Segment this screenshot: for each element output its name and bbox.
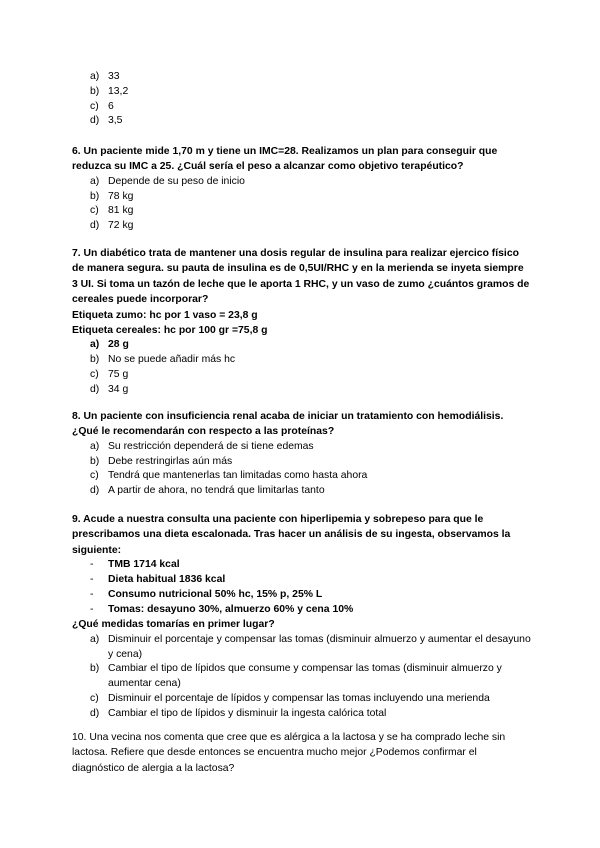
option-item bbox=[72, 707, 532, 722]
option-item bbox=[72, 190, 532, 205]
dash-marker: - bbox=[90, 588, 94, 600]
option-letter: a) bbox=[90, 175, 100, 187]
option-text: Disminuir el porcentaje de lípidos y compensar las tomas incluyendo una merienda bbox=[108, 693, 490, 704]
question-5-block bbox=[72, 70, 532, 129]
option-item bbox=[72, 469, 532, 484]
list-item-text: Tomas: desayuno 30%, almuerzo 60% y cena 10% bbox=[108, 603, 354, 615]
question-10-text: 10. Una vecina nos comenta que cree que es alérgica a la lactosa y se ha comprado leche sin lactosa. Refiere que desde entonces se encuentra mucho mejor ¿Podemos confirmar el diagnóstico de alergia a la lactosa? bbox=[72, 732, 506, 774]
option-item bbox=[72, 70, 532, 85]
option-letter: b) bbox=[90, 663, 100, 675]
option-item bbox=[72, 692, 532, 707]
option-text: Su restricción dependerá de si tiene edemas bbox=[108, 440, 314, 452]
question-8-title: 8. Un paciente con insuficiencia renal acaba de iniciar un tratamiento con hemodiálisis. ¿Qué le recomendarán con respecto a las proteínas? bbox=[72, 411, 504, 438]
option-letter: c) bbox=[90, 205, 99, 217]
option-text: Disminuir el porcentaje y compensar las tomas (disminuir almuerzo y aumentar el desayuno y cena) bbox=[108, 633, 531, 660]
question-8-options bbox=[72, 440, 532, 499]
option-item bbox=[72, 175, 532, 190]
question-9-subquestion: ¿Qué medidas tomarías en primer lugar? bbox=[72, 619, 275, 631]
option-letter: a) bbox=[90, 71, 100, 82]
option-text: Cambiar el tipo de lípidos y disminuir la ingesta calórica total bbox=[108, 707, 387, 719]
list-item-text: TMB 1714 kcal bbox=[108, 559, 180, 571]
option-text: 75 g bbox=[108, 369, 129, 381]
question-10-block bbox=[72, 730, 532, 776]
question-9-block bbox=[72, 512, 532, 722]
option-item bbox=[72, 85, 532, 100]
option-letter: d) bbox=[90, 220, 100, 232]
option-item bbox=[72, 204, 532, 219]
option-item bbox=[72, 100, 532, 115]
dash-marker: - bbox=[90, 603, 94, 615]
option-item bbox=[72, 219, 532, 234]
option-item bbox=[72, 662, 532, 692]
option-letter: a) bbox=[90, 440, 100, 452]
option-text: 34 g bbox=[108, 383, 129, 395]
label-cereales: Etiqueta cereales: hc por 100 gr =75,8 g bbox=[72, 325, 268, 337]
question-6-options bbox=[72, 175, 532, 234]
option-text: 72 kg bbox=[108, 220, 134, 232]
option-item bbox=[72, 338, 532, 353]
option-letter: d) bbox=[90, 707, 100, 719]
option-item bbox=[72, 383, 532, 398]
option-text: 6 bbox=[108, 100, 114, 112]
option-text: A partir de ahora, no tendrá que limitarlas tanto bbox=[108, 485, 325, 497]
question-7-title: 7. Un diabético trata de mantener una dosis regular de insulina para realizar ejercico físico de manera segura. su pauta de insulina es de 0,5UI/RHC y en la merienda se inyeta siempre 3 UI. Si toma un tazón de leche que le aporta 1 RHC, y un vaso de zumo ¿cuántos gramos de cereales puede incorporar? bbox=[72, 248, 530, 306]
option-item bbox=[72, 455, 532, 470]
list-item bbox=[72, 573, 532, 588]
list-item bbox=[72, 588, 532, 603]
question-6-title: 6. Un paciente mide 1,70 m y tiene un IMC=28. Realizamos un plan para conseguir que reduzca su IMC a 25. ¿Cuál sería el peso a alcanzar como objetivo terapéutico? bbox=[72, 146, 498, 173]
option-item bbox=[72, 484, 532, 499]
question-8-block bbox=[72, 409, 532, 499]
option-item bbox=[72, 353, 532, 368]
option-text: 13,2 bbox=[108, 85, 129, 97]
list-item bbox=[72, 603, 532, 618]
option-letter: d) bbox=[90, 383, 100, 395]
option-text: 3,5 bbox=[108, 115, 123, 127]
option-letter: a) bbox=[90, 339, 100, 351]
list-item-text: Consumo nutricional 50% hc, 15% p, 25% L bbox=[108, 588, 323, 600]
option-text: 81 kg bbox=[108, 205, 134, 217]
option-letter: b) bbox=[90, 190, 100, 202]
option-item bbox=[72, 440, 532, 455]
list-item bbox=[72, 558, 532, 573]
option-letter: b) bbox=[90, 455, 100, 467]
option-letter: c) bbox=[90, 369, 99, 381]
option-letter: c) bbox=[90, 100, 99, 112]
question-6-block bbox=[72, 144, 532, 234]
question-9-options bbox=[72, 633, 532, 722]
question-5-options bbox=[72, 70, 532, 129]
option-letter: c) bbox=[90, 470, 99, 482]
option-text: Depende de su peso de inicio bbox=[108, 175, 245, 187]
option-item bbox=[72, 368, 532, 383]
option-letter: b) bbox=[90, 85, 100, 97]
question-9-title: 9. Acude a nuestra consulta una paciente con hiperlipemia y sobrepeso para que le prescribamos una dieta escalonada. Tras hacer un análisis de su ingesta, observamos la siguiente: bbox=[72, 514, 511, 556]
option-text: Debe restringirlas aún más bbox=[108, 455, 233, 467]
option-letter: b) bbox=[90, 354, 100, 366]
option-text: No se puede añadir más hc bbox=[108, 354, 236, 366]
option-text: 78 kg bbox=[108, 190, 134, 202]
list-item-text: Dieta habitual 1836 kcal bbox=[108, 574, 226, 586]
label-zumo: Etiqueta zumo: hc por 1 vaso = 23,8 g bbox=[72, 309, 258, 321]
question-7-options bbox=[72, 338, 532, 397]
option-letter: d) bbox=[90, 115, 100, 127]
option-letter: a) bbox=[90, 633, 100, 645]
option-text: Tendrá que mantenerlas tan limitadas como hasta ahora bbox=[108, 470, 368, 482]
option-text: 33 bbox=[108, 71, 120, 82]
option-text: Cambiar el tipo de lípidos que consume y compensar las tomas (disminuir almuerzo y aumentar cena) bbox=[108, 663, 502, 690]
dash-marker: - bbox=[90, 574, 94, 586]
question-9-data-list bbox=[72, 558, 532, 617]
option-item bbox=[72, 633, 532, 663]
option-letter: d) bbox=[90, 485, 100, 497]
dash-marker: - bbox=[90, 559, 94, 571]
option-item bbox=[72, 114, 532, 129]
question-7-block bbox=[72, 246, 532, 398]
option-text: 28 g bbox=[108, 339, 129, 351]
option-letter: c) bbox=[90, 693, 99, 704]
